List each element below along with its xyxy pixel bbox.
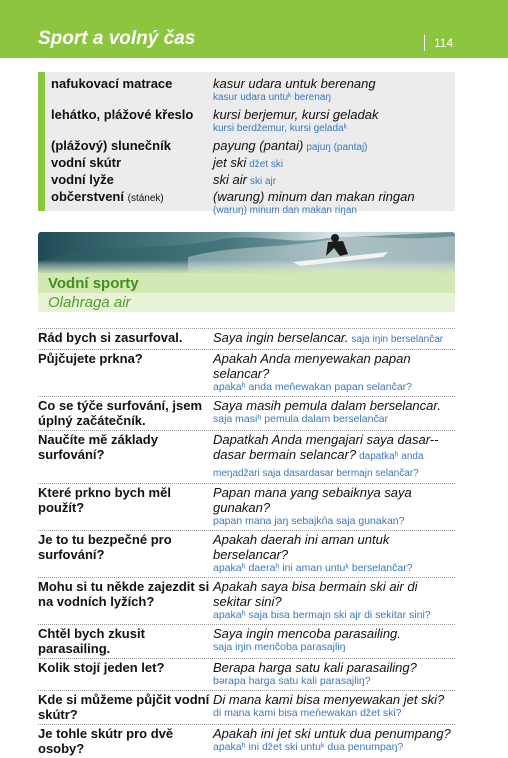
phrase-translation: [213, 485, 455, 528]
phrase-indonesian: Apakah Anda menyewakan papan selancar?: [213, 351, 411, 381]
phrase-indonesian: Dapatkah Anda mengajari saya dasar--dasar bermain selancar? dapatkaʰ anda meŋadžari saja dasardasar bermajn selančar?: [213, 432, 439, 479]
phrase-pronunciation: saja masiʰ pemula dalam berselančar: [213, 413, 389, 425]
vocab-indonesian-term: (warung) minum dan makan ringan: [213, 189, 415, 204]
phrase-row: [38, 430, 455, 483]
vocab-czech-term: (plážový) slunečník: [51, 138, 171, 153]
phrase-pronunciation: apakaʰ anda meňewakan papan selančar?: [213, 381, 413, 393]
vocab-pronunciation: džet ski: [249, 159, 284, 170]
vocabulary-box: [38, 72, 455, 216]
phrase-row: [38, 624, 455, 658]
section-subtitle-bar: [38, 293, 455, 312]
chapter-header: [0, 0, 508, 58]
phrase-indonesian: Apakah daerah ini aman untuk berselancar?: [213, 532, 390, 562]
vocab-czech-term: vodní skútr: [51, 155, 122, 170]
phrase-pronunciation: di mana kami bisa meňewakan džet ski?: [213, 707, 402, 719]
phrase-czech: Je to tu bezpečné pro surfování?: [38, 532, 172, 562]
phrase-translation: [213, 432, 455, 481]
phrase-translation: [213, 532, 455, 575]
phrase-czech: Co se týče surfování, jsem úplný začátečník.: [38, 398, 203, 428]
vocabulary-accent-bar: [38, 72, 45, 211]
phrase-pronunciation: apakaʰ ini džet ski untuᵏ dua penumpaŋ?: [213, 741, 404, 753]
phrase-czech: Které prkno bych měl použít?: [38, 485, 171, 515]
section-subtitle: Olahraga air: [48, 294, 131, 311]
vocab-pronunciation: kasur udara untuᵏ berenaŋ: [213, 92, 331, 103]
phrase-indonesian: Berapa harga satu kali parasailing?: [213, 660, 417, 675]
phrase-translation: [213, 626, 455, 656]
vocab-indonesian-term: jet ski džet ski: [213, 155, 284, 170]
phrase-pronunciation: dapatkaʰ anda meŋadžari saja dasardasar bermajn selančar?: [213, 451, 424, 479]
phrase-indonesian: Papan mana yang sebaiknya saya gunakan?: [213, 485, 412, 515]
phrase-pronunciation: bərapa harga satu kali parasajliŋ?: [213, 675, 371, 687]
phrase-translation: [213, 351, 455, 394]
vocab-czech-term: občerstvení (stánek): [51, 189, 164, 204]
phrase-row: [38, 530, 455, 577]
vocab-czech-term: nafukovací matrace: [51, 76, 173, 91]
phrase-translation: [213, 660, 455, 688]
vocab-indonesian-term: kasur udara untuk berenang: [213, 76, 376, 91]
phrase-czech: Kolik stojí jeden let?: [38, 660, 165, 675]
chapter-title: Sport a volný čas: [38, 28, 196, 49]
phrase-pronunciation: saja iŋin berselančar: [351, 334, 444, 345]
phrase-translation: [213, 692, 455, 722]
phrase-row: [38, 349, 455, 396]
header-separator: [424, 35, 425, 51]
phrase-czech: Mohu si tu někde zajezdit si na vodních lyžích?: [38, 579, 210, 609]
vocab-indonesian-term: kursi berjemur, kursi geladak: [213, 107, 379, 122]
vocab-indonesian-term: ski air ski ajr: [213, 172, 277, 187]
phrase-czech: Půjčujete prkna?: [38, 351, 143, 366]
phrase-translation: [213, 398, 455, 428]
page-number: 114: [434, 36, 454, 50]
phrase-pronunciation: apakaʰ daeraʰ ini aman untuᵏ berselančar?: [213, 562, 413, 574]
phrase-indonesian: Saya ingin berselancar. saja iŋin berselančar: [213, 330, 444, 345]
phrase-czech: Je tohle skútr pro dvě osoby?: [38, 726, 174, 756]
vocab-pronunciation: (waruŋ) minum dan makan riŋan: [213, 205, 357, 216]
surfing-photo-banner: [38, 232, 455, 273]
phrase-list: [38, 328, 455, 758]
phrase-row: [38, 328, 455, 349]
vocab-czech-term: lehátko, plážové křeslo: [51, 107, 194, 122]
phrase-indonesian: Di mana kami bisa menyewakan jet ski?: [213, 692, 445, 707]
vocab-pronunciation: kursi berdžemur, kursi geladaᵏ: [213, 123, 348, 134]
phrase-row: [38, 724, 455, 758]
phrase-row: [38, 577, 455, 624]
phrase-pronunciation: saja iŋin menčoba parasajliŋ: [213, 641, 346, 653]
vocab-czech-note: (stánek): [127, 193, 164, 204]
phrase-czech: Naučíte mě základy surfování?: [38, 432, 158, 462]
phrase-indonesian: Apakah saya bisa bermain ski air di sekitar sini?: [213, 579, 418, 609]
vocab-czech-term: vodní lyže: [51, 172, 114, 187]
section-title-bar: [38, 273, 455, 293]
phrase-row: [38, 396, 455, 430]
phrase-czech: Chtěl bych zkusit parasailing.: [38, 626, 145, 656]
phrase-pronunciation: papan mana jaŋ sebajkňa saja gunakan?: [213, 515, 405, 527]
vocab-pronunciation: ski ajr: [249, 176, 277, 187]
phrase-indonesian: Apakah ini jet ski untuk dua penumpang?: [213, 726, 451, 741]
phrase-czech: Rád bych si zasurfoval.: [38, 330, 183, 345]
vocab-translation: [213, 106, 453, 135]
phrase-indonesian: Saya masih pemula dalam berselancar.: [213, 398, 441, 413]
phrase-translation: [213, 330, 455, 347]
phrase-indonesian: Saya ingin mencoba parasailing.: [213, 626, 401, 641]
vocab-translation: [213, 75, 453, 104]
phrase-pronunciation: apakaʰ saja bisa bermajn ski ajr di sekitar sini?: [213, 609, 431, 621]
phrase-row: [38, 483, 455, 530]
phrase-translation: [213, 579, 455, 622]
section-title: Vodní sporty: [48, 275, 139, 292]
vocab-pronunciation: pajuŋ (pantaj): [306, 142, 368, 153]
phrase-row: [38, 690, 455, 724]
surfer-wave-image: [38, 232, 455, 273]
phrase-translation: [213, 726, 455, 756]
vocab-indonesian-term: payung (pantai) pajuŋ (pantaj): [213, 138, 368, 153]
phrase-czech: Kde si můžeme půjčit vodní skútr?: [38, 692, 210, 722]
phrase-row: [38, 658, 455, 690]
vocab-translation: [213, 188, 453, 217]
